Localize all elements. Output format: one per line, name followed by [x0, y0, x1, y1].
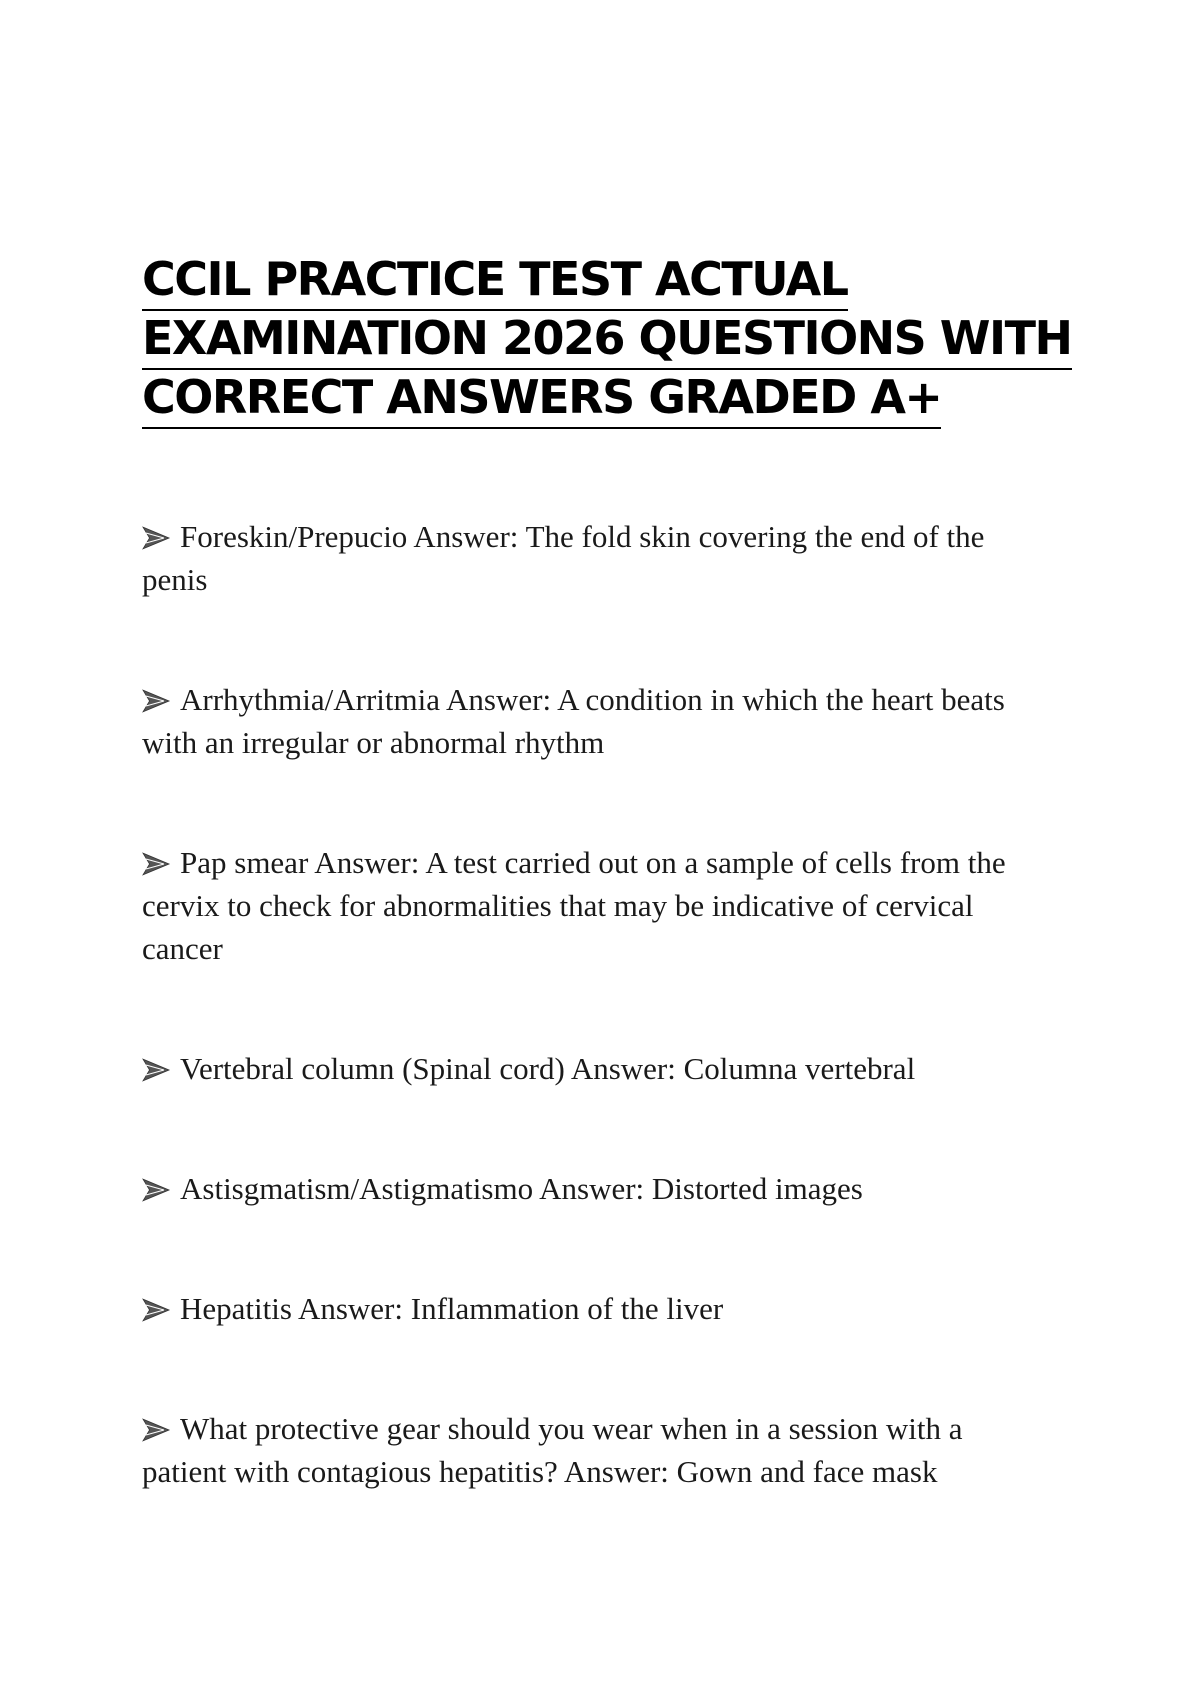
qa-item-arrhythmia — [142, 678, 1042, 764]
qa-item-foreskin — [142, 515, 1042, 601]
qa-text: Astisgmatism/Astigmatismo Answer: Distorted images — [180, 1171, 863, 1206]
title-line-3: CORRECT ANSWERS GRADED A+ — [142, 368, 941, 429]
qa-item-pap-smear — [142, 841, 1042, 970]
arrowhead-bullet-icon — [142, 526, 172, 550]
arrowhead-bullet-icon — [142, 689, 172, 713]
qa-text: Foreskin/Prepucio Answer: The fold skin covering the end of the penis — [142, 519, 985, 597]
qa-text: Pap smear Answer: A test carried out on a sample of cells from the cervix to check for abnormalities that may be indicative of cervical cancer — [142, 845, 1006, 966]
title-line-1: CCIL PRACTICE TEST ACTUAL — [142, 250, 848, 311]
qa-item-protective-gear — [142, 1407, 1042, 1493]
title-line-2: EXAMINATION 2026 QUESTIONS WITH — [142, 309, 1072, 370]
qa-text: Arrhythmia/Arritmia Answer: A condition in which the heart beats with an irregular or abnormal rhythm — [142, 682, 1005, 760]
arrowhead-bullet-icon — [142, 1058, 172, 1082]
qa-text: Vertebral column (Spinal cord) Answer: Columna vertebral — [180, 1051, 916, 1086]
document-title — [142, 250, 1072, 427]
arrowhead-bullet-icon — [142, 852, 172, 876]
qa-text: Hepatitis Answer: Inflammation of the liver — [180, 1291, 724, 1326]
arrowhead-bullet-icon — [142, 1298, 172, 1322]
qa-text: What protective gear should you wear when in a session with a patient with contagious hepatitis? Answer: Gown and face mask — [142, 1411, 963, 1489]
arrowhead-bullet-icon — [142, 1178, 172, 1202]
qa-item-hepatitis — [142, 1287, 1042, 1330]
qa-item-vertebral-column — [142, 1047, 1042, 1090]
arrowhead-bullet-icon — [142, 1418, 172, 1442]
qa-item-astigmatism — [142, 1167, 1042, 1210]
